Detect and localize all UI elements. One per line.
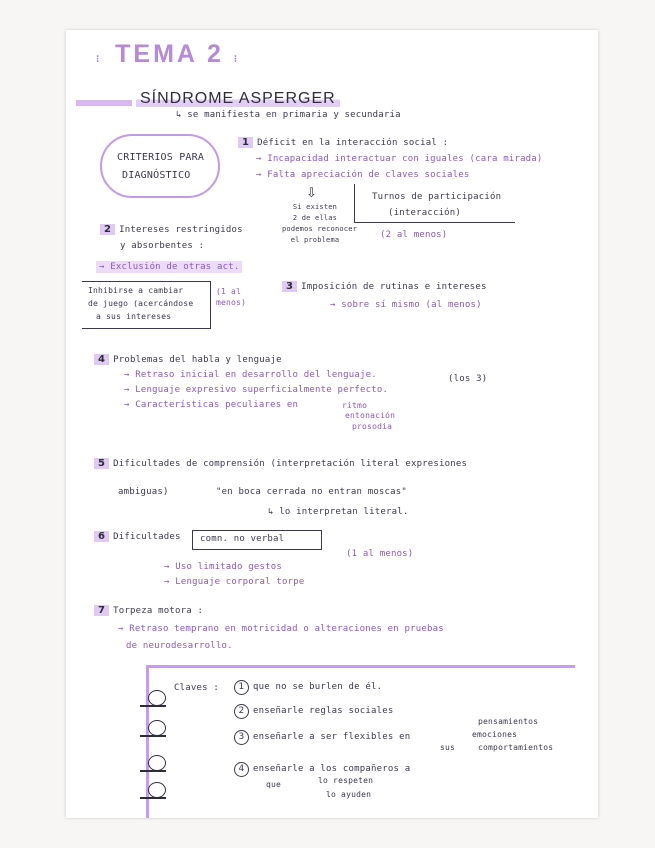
- ring-icon: [148, 690, 166, 706]
- clave-3-sus: sus: [440, 743, 456, 752]
- criterion-3-title: 3 Imposición de rutinas e intereses: [282, 281, 487, 292]
- ring-icon: [148, 782, 166, 798]
- criterion-4-line-1: → Retraso inicial en desarrollo del lenguaje.: [124, 370, 377, 380]
- branch-prosodia: prosodia: [352, 422, 393, 431]
- manifest-note: ↳ se manifiesta en primaria y secundaria: [176, 110, 401, 120]
- criterion-1-line-2: → Falta apreciación de claves sociales: [256, 170, 470, 180]
- page-title: ⁝ TEMA 2 ⁝: [96, 40, 244, 68]
- criterion-6-line-2: → Lenguaje corporal torpe: [164, 577, 305, 587]
- criterion-7-title: 7 Torpeza motora :: [94, 605, 203, 616]
- inhibit-line-2: de juego (acercándose: [88, 299, 194, 308]
- turns-line-1: Turnos de participación: [372, 192, 502, 202]
- criterion-6-note: (1 al menos): [346, 549, 414, 559]
- branch-ritmo: ritmo: [342, 401, 368, 410]
- criterion-6-title: 6 Dificultades: [94, 531, 181, 542]
- criterion-7-line-2: de neurodesarrollo.: [126, 641, 233, 651]
- criterion-4-line-3: → Características peculiares en: [124, 400, 299, 410]
- clave-1: 1 que no se burlen de él.: [234, 680, 382, 695]
- criterion-6-line-1: → Uso limitado gestos: [164, 562, 282, 572]
- criterion-5-title: 5 Dificultades de comprensión (interpretación literal expresiones: [94, 458, 467, 469]
- criteria-line-1: CRITERIOS PARA: [117, 152, 205, 163]
- flex-branch-1: pensamientos: [478, 717, 539, 726]
- ring-icon: [148, 720, 166, 736]
- criterion-2-exclusion: → Exclusión de otras act.: [96, 262, 242, 272]
- inhibit-line-3: a sus intereses: [96, 312, 172, 321]
- claves-label: Claves :: [174, 683, 219, 693]
- criterion-5-quote: "en boca cerrada no entran moscas": [216, 487, 408, 497]
- criterion-1-title: 1 Déficit en la interacción social :: [238, 137, 448, 148]
- criterion-2-title: 2 Intereses restringidos: [100, 224, 243, 235]
- flex-branch-3: comportamientos: [478, 743, 554, 752]
- one-minimum-note-a: (1 al menos): [216, 287, 247, 307]
- criterion-3-sub: → sobre sí mismo (al menos): [330, 300, 482, 310]
- two-minimum-note: (2 al menos): [380, 230, 448, 240]
- note-existence: Si existen 2 de ellas podemos reconocer el problema: [282, 203, 358, 244]
- criterion-4-note: (los 3): [448, 374, 488, 384]
- inhibit-line-1: Inhibirse a cambiar: [88, 286, 184, 295]
- down-arrow-icon: ⇩: [306, 186, 317, 201]
- clave-3: 3 enseñarle a ser flexibles en: [234, 730, 410, 745]
- criteria-cloud: [100, 134, 220, 198]
- criterion-5-line-2: ambiguas): [118, 487, 169, 497]
- que-branch-2: lo ayuden: [326, 790, 372, 799]
- turns-line-2: (interacción): [388, 208, 462, 218]
- que-branch-1: lo respeten: [318, 776, 374, 785]
- clave-4: 4 enseñarle a los compañeros a: [234, 762, 410, 777]
- criterion-2-title-2: y absorbentes :: [120, 241, 205, 251]
- criterion-6-box-label: comn. no verbal: [200, 534, 285, 544]
- criterion-4-title: 4 Problemas del habla y lenguaje: [94, 354, 282, 365]
- criterion-1-line-1: → Incapacidad interactuar con iguales (cara mirada): [256, 154, 543, 164]
- topic-underline: [76, 100, 132, 106]
- clave-2: 2 enseñarle reglas sociales: [234, 704, 393, 719]
- branch-entonacion: entonación: [345, 411, 396, 420]
- topic-heading: SÍNDROME ASPERGER: [136, 90, 340, 108]
- clave-4-que: que: [266, 780, 282, 789]
- criterion-4-line-2: → Lenguaje expresivo superficialmente perfecto.: [124, 385, 389, 395]
- criteria-line-2: DIAGNÓSTICO: [122, 170, 191, 181]
- criterion-7-line-1: → Retraso temprano en motricidad o alteraciones en pruebas: [118, 624, 444, 634]
- ring-icon: [148, 755, 166, 771]
- criterion-5-interp: ↳ lo interpretan literal.: [268, 507, 409, 517]
- flex-branch-2: emociones: [472, 730, 518, 739]
